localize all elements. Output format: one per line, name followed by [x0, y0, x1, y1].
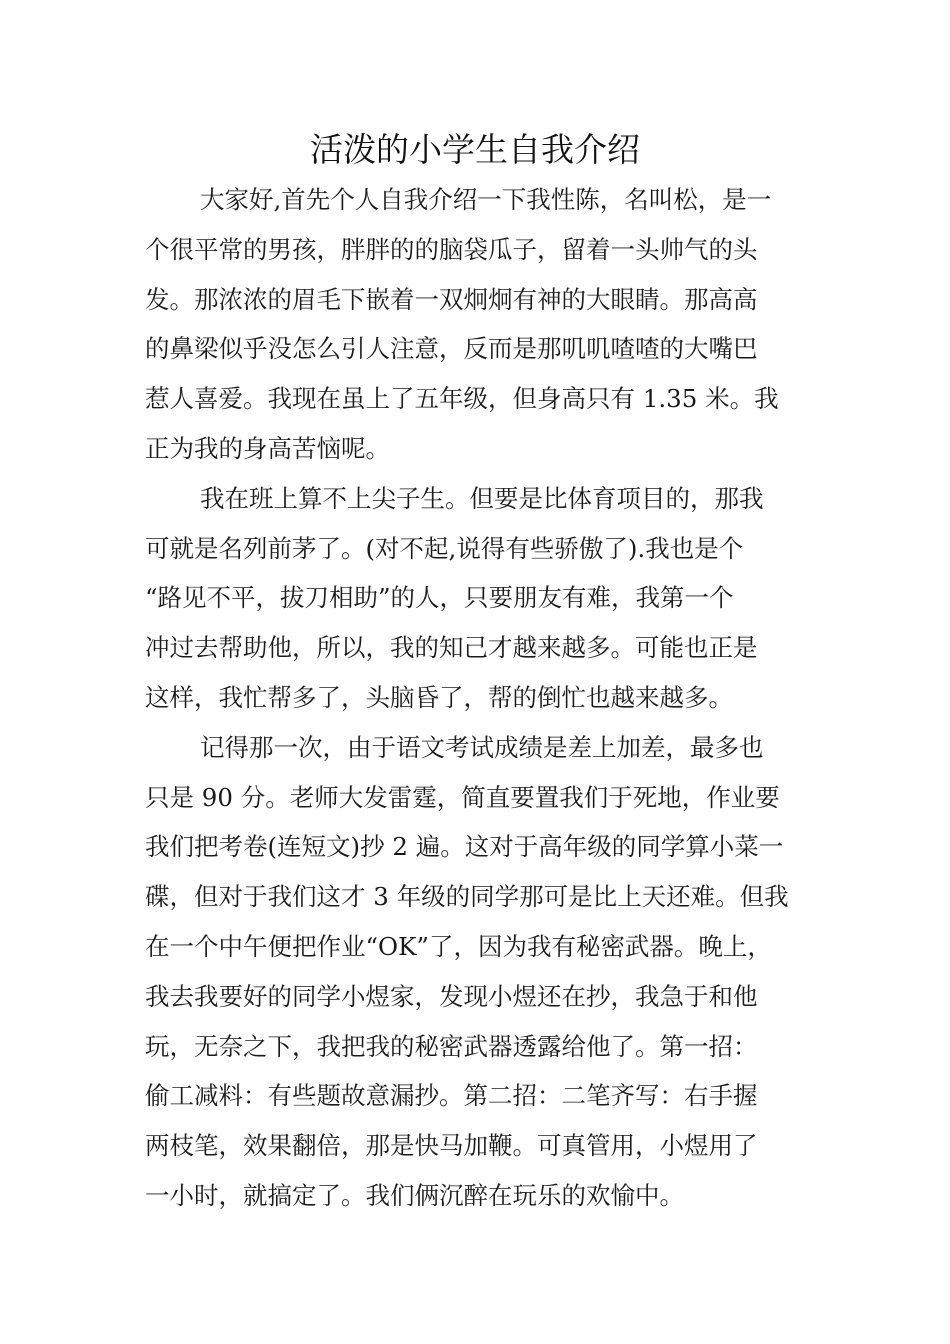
document-title: 活泼的小学生自我介绍 — [310, 130, 640, 169]
body-text-line: 玩，无奈之下，我把我的秘密武器透露给他了。第一招： — [145, 1031, 758, 1061]
body-text-line: 的鼻梁似乎没怎么引人注意，反而是那叽叽喳喳的大嘴巴 — [145, 334, 758, 364]
body-text-line: 记得那一次，由于语文考试成绩是差上加差，最多也 — [200, 732, 764, 762]
body-text-line: 只是 90 分。老师大发雷霆，简直要置我们于死地，作业要 — [145, 782, 780, 812]
body-text-line: 正为我的身高苦恼呢。 — [145, 433, 390, 463]
document-body — [145, 175, 813, 1221]
body-text-line: 这样，我忙帮多了，头脑昏了，帮的倒忙也越来越多。 — [145, 682, 733, 712]
body-text-line: 发。那浓浓的眉毛下嵌着一双炯炯有神的大眼睛。那高高 — [145, 284, 758, 314]
body-text-line: 个很平常的男孩，胖胖的的脑袋瓜子，留着一头帅气的头 — [145, 234, 758, 264]
body-text-line: “路见不平，拔刀相助”的人，只要朋友有难，我第一个 — [145, 583, 734, 613]
body-text-line: 我在班上算不上尖子生。但要是比体育项目的，那我 — [200, 483, 764, 513]
body-text-line: 冲过去帮助他，所以，我的知己才越来越多。可能也正是 — [145, 633, 758, 663]
body-text-line: 一小时，就搞定了。我们俩沉醉在玩乐的欢愉中。 — [145, 1180, 684, 1210]
body-text-line: 可就是名列前茅了。(对不起,说得有些骄傲了).我也是个 — [145, 533, 744, 563]
body-text-line: 我去我要好的同学小煜家，发现小煜还在抄，我急于和他 — [145, 981, 758, 1011]
body-text-line: 偷工减料：有些题故意漏抄。第二招：二笔齐写：右手握 — [145, 1081, 758, 1111]
body-text-line: 惹人喜爱。我现在虽上了五年级，但身高只有 1.35 米。我 — [145, 384, 779, 414]
body-text-line: 在一个中午便把作业“OK”了，因为我有秘密武器。晚上， — [145, 931, 772, 961]
body-text-line: 碟，但对于我们这才 3 年级的同学那可是比上天还难。但我 — [145, 882, 789, 912]
body-text-line: 我们把考卷(连短文)抄 2 遍。这对于高年级的同学算小菜一 — [145, 832, 784, 862]
body-text-line: 大家好,首先个人自我介绍一下我性陈，名叫松，是一 — [200, 185, 772, 214]
body-text-line: 两枝笔，效果翻倍，那是快马加鞭。可真管用，小煜用了 — [145, 1131, 758, 1161]
